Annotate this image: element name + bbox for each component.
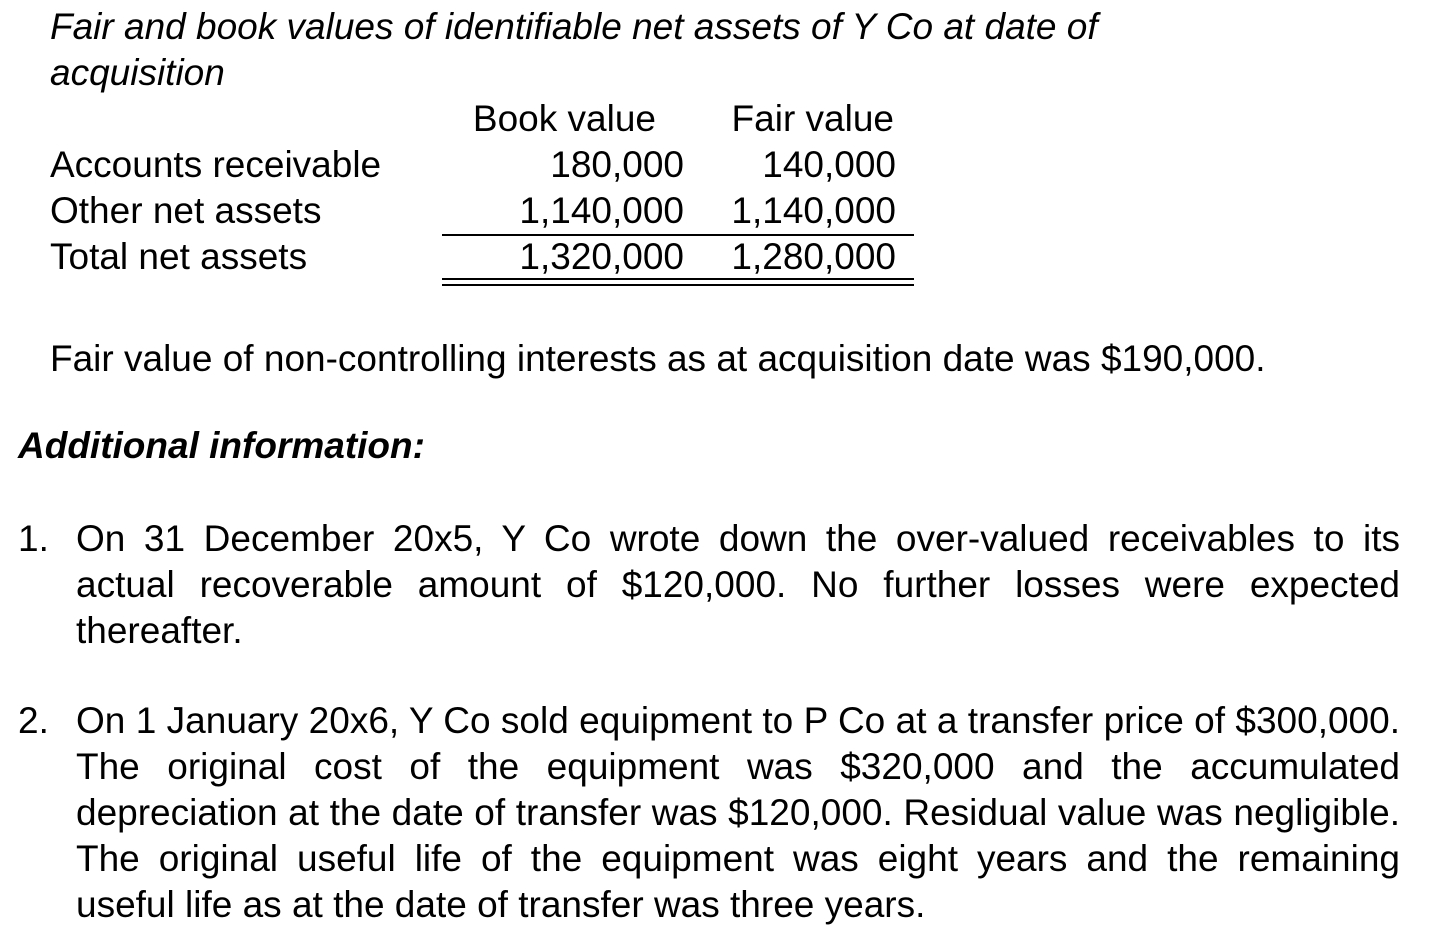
column-header-book-value: Book value [472,98,656,139]
fair-value-cell: 140,000 [762,144,896,185]
row-label: Accounts receivable [50,144,382,185]
table-row [0,142,1432,188]
column-header-fair-value: Fair value [731,98,894,139]
section-heading: Fair and book values of identifiable net assets of Y Co at date of acquisition [50,6,1098,93]
list-item [18,516,1402,656]
item-number: 1. [18,518,49,559]
item-number: 2. [18,700,49,741]
book-value-cell: 1,140,000 [519,190,684,231]
additional-info-heading: Additional information: [18,425,425,466]
total-double-rule-bottom [442,284,914,286]
fair-value-cell: 1,280,000 [731,236,896,277]
list-item [18,698,1402,930]
book-value-cell: 180,000 [550,144,684,185]
row-label: Other net assets [50,190,322,231]
book-value-cell: 1,320,000 [519,236,684,277]
total-double-rule-top [442,278,914,280]
net-assets-table [0,96,1432,296]
table-row [0,188,1432,234]
nci-statement: Fair value of non-controlling interests as at acquisition date was $190,000. [50,338,1266,379]
table-row-total [0,234,1432,280]
item-text: On 31 December 20x5, Y Co wrote down the over-valued receivables to its actual recoverable amount of $120,000. No further losses were expected thereafter. [76,518,1400,651]
item-text: On 1 January 20x6, Y Co sold equipment to P Co at a transfer price of $300,000. The original cost of the equipment was $320,000 and the accumulated depreciation at the date of transfer was $120,000. Residual value was negligible. The original useful life of the equipment was eight years and the remaining useful life as at the date of transfer was three years. [76,700,1400,925]
row-label: Total net assets [50,236,308,277]
fair-value-cell: 1,140,000 [731,190,896,231]
